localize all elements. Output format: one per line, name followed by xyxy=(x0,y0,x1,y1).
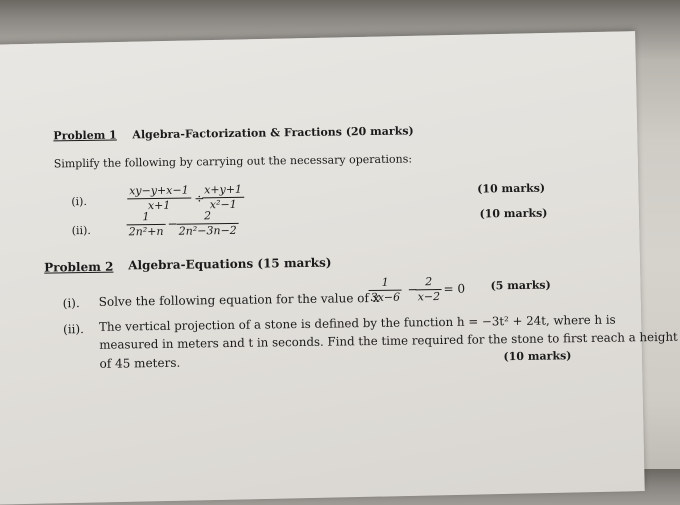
numerator: 1 xyxy=(381,275,389,289)
problem1-title: Algebra-Factorization & Fractions (20 marks) xyxy=(132,124,414,142)
fraction xyxy=(368,277,402,304)
marks-label: (10 marks) xyxy=(503,349,572,364)
problem2-label: Problem 2 xyxy=(44,259,114,275)
problem2-title: Algebra-Equations (15 marks) xyxy=(128,255,332,273)
operator: − xyxy=(167,216,178,231)
denominator: 2n²−3n−2 xyxy=(178,223,237,238)
denominator: 2n²+n xyxy=(128,224,164,239)
fraction xyxy=(176,210,238,238)
denominator: x²−1 xyxy=(209,197,237,212)
problem-text-line: The vertical projection of a stone is defined by the function h = −3t² + 24t, where h is xyxy=(98,312,616,334)
item-number: (ii). xyxy=(71,223,91,238)
fraction xyxy=(127,185,191,213)
marks-label: (10 marks) xyxy=(477,181,546,196)
fraction xyxy=(415,276,442,303)
denominator: x+1 xyxy=(147,198,171,213)
denominator: x−2 xyxy=(417,290,441,304)
numerator: 1 xyxy=(142,210,150,224)
marks-label: (5 marks) xyxy=(490,278,551,293)
equation-prompt: Solve the following equation for the value of x xyxy=(98,290,380,309)
denominator: 3x−6 xyxy=(370,290,401,305)
item-number: (i). xyxy=(71,194,88,209)
numerator: 2 xyxy=(425,275,433,289)
problem1-label: Problem 1 xyxy=(53,128,117,143)
item-number: (i). xyxy=(62,296,80,311)
marks-label: (10 marks) xyxy=(479,206,548,221)
item-number: (ii). xyxy=(62,322,85,337)
equals-zero: = 0 xyxy=(443,281,466,296)
problem1-instruction: Simplify the following by carrying out the necessary operations: xyxy=(53,152,413,171)
problem-text-line: measured in meters and t in seconds. Find the time required for the stone to first reach a height xyxy=(99,329,678,352)
fraction xyxy=(126,211,165,239)
problem-text-line: of 45 meters. xyxy=(99,355,181,371)
numerator: x+y+1 xyxy=(204,182,243,197)
fraction xyxy=(202,184,244,212)
operator: − xyxy=(407,282,418,297)
numerator: 2 xyxy=(203,209,212,223)
operator: ÷ xyxy=(194,191,205,206)
numerator: xy−y+x−1 xyxy=(129,183,189,198)
